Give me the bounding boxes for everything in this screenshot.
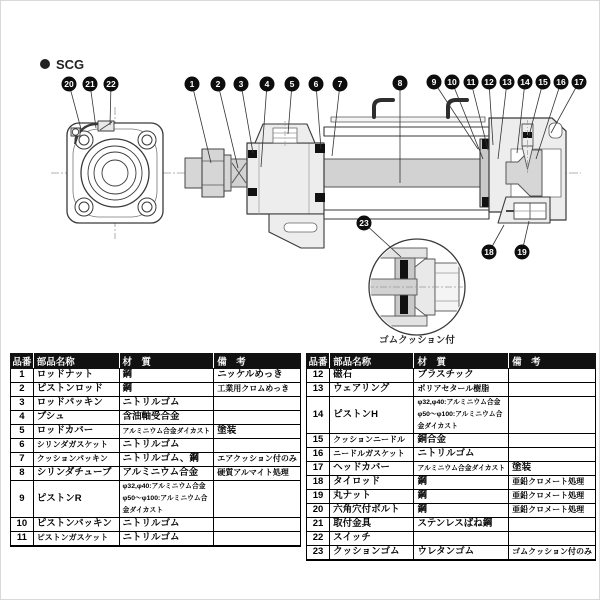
part-name-cell: スイッチ [330,532,414,546]
clamp-screw-head [72,129,78,135]
note-cell [214,481,301,518]
callout-number: 9 [431,77,437,87]
series-label [40,57,84,72]
callout-number: 19 [517,247,527,257]
callout-balloon [309,77,324,92]
material-cell: 鋼 [414,504,509,518]
callout-number: 18 [484,247,494,257]
callout-number: 5 [289,79,295,89]
callout-balloon [482,75,497,90]
callout-number: 21 [85,79,95,89]
callout-balloon [427,75,442,90]
part-name-cell: シリンダガスケット [33,439,119,453]
callout-number: 4 [264,79,270,89]
material-cell: φ32,φ40:アルミニウム合金 φ50〜φ100:アルミニウム合金ダイカスト [414,397,509,434]
foot-slot [284,223,317,232]
table-row [306,462,595,476]
part-name-cell: 磁石 [330,369,414,383]
callout-number: 16 [556,77,566,87]
callout-balloon [500,75,515,90]
material-cell: 鋼 [414,490,509,504]
cylinder-structure-diagram [1,1,599,351]
table-row [11,369,301,383]
table-row [306,546,595,561]
callout-balloon [285,77,300,92]
part-no-cell: 11 [11,532,34,547]
callout-number: 10 [447,77,457,87]
header-part-name: 部品名称 [33,354,119,369]
callout-number: 7 [337,79,343,89]
part-no-cell: 14 [306,397,329,434]
callout-balloon [536,75,551,90]
part-name-cell: ピストンロッド [33,383,119,397]
note-cell [214,439,301,453]
table-row [306,490,595,504]
callout-number: 11 [466,77,476,87]
material-cell: ニトリルゴム [414,448,509,462]
part-name-cell: ヘッドカバー [330,462,414,476]
note-cell [509,397,596,434]
callout-number: 12 [484,77,494,87]
table-row [11,439,301,453]
callout-balloon [62,77,77,92]
material-cell: ポリアセタール樹脂 [414,383,509,397]
part-name-cell: ブシュ [33,411,119,425]
part-no-cell: 21 [306,518,329,532]
part-no-cell: 6 [11,439,34,453]
rod-collar [224,155,231,191]
callout-balloon [260,77,275,92]
note-cell: エアクッション付のみ [214,453,301,467]
callout-leader [316,84,321,149]
note-cell [509,518,596,532]
part-name-cell: 丸ナット [330,490,414,504]
note-cell: 硬質アルマイト処理 [214,467,301,481]
table-row [306,476,595,490]
part-name-cell: シリンダチューブ [33,467,119,481]
material-cell: 銅合金 [414,434,509,448]
callout-balloon [104,77,119,92]
elbow-fitting-right [448,100,467,117]
header-part-name: 部品名称 [330,354,414,369]
rod-nut [202,149,224,197]
part-name-cell: タイロッド [330,476,414,490]
note-cell: ニッケルめっき [214,369,301,383]
note-cell: 亜鉛クロメート処理 [509,490,596,504]
callout-balloon [572,75,587,90]
rod-cover [247,143,324,214]
header-part-no: 品番 [306,354,329,369]
table-row [11,411,301,425]
material-cell: ニトリルゴム [119,518,214,532]
callout-balloon [83,77,98,92]
table-row [11,467,301,481]
callout-number: 3 [238,79,244,89]
part-name-cell: ピストンガスケット [33,532,119,547]
table-row [11,518,301,532]
part-name-cell: ピストンR [33,481,119,518]
part-no-cell: 17 [306,462,329,476]
material-cell: ステンレスばね鋼 [414,518,509,532]
part-no-cell: 2 [11,383,34,397]
callout-number: 6 [313,79,319,89]
header-note: 備 考 [214,354,301,369]
material-cell: ウレタンゴム [414,546,509,561]
part-name-cell: クッションニードル [330,434,414,448]
callout-number: 13 [502,77,512,87]
material-cell: ニトリルゴム [119,532,214,547]
bullet-icon [40,59,50,69]
table-row [11,425,301,439]
header-material: 材 質 [414,354,509,369]
part-name-cell: ピストンH [330,397,414,434]
part-no-cell: 9 [11,481,34,518]
table-row [306,434,595,448]
material-cell [414,532,509,546]
note-cell [509,383,596,397]
part-name-cell: ロッドナット [33,369,119,383]
part-no-cell: 20 [306,504,329,518]
detail-view [367,239,465,346]
callout-balloon [393,76,408,91]
part-name-cell: ウェアリング [330,383,414,397]
header-material: 材 質 [119,354,214,369]
callout-leader [364,223,401,257]
part-name-cell: ロッドパッキン [33,397,119,411]
callout-balloon [518,75,533,90]
part-no-cell: 7 [11,453,34,467]
table-row [11,383,301,397]
table-row [306,532,595,546]
note-cell [509,369,596,383]
series-label-text: SCG [56,57,85,72]
table-row [306,518,595,532]
callout-balloon [234,77,249,92]
note-cell [509,532,596,546]
table-header-row [11,354,301,369]
material-cell: ニトリルゴム [119,397,214,411]
callout-number: 20 [64,79,74,89]
header-part-no: 品番 [11,354,34,369]
header-note: 備 考 [509,354,596,369]
part-no-cell: 10 [11,518,34,532]
part-no-cell: 15 [306,434,329,448]
note-cell: 工業用クロムめっき [214,383,301,397]
callout-balloon [464,75,479,90]
callout-balloon [515,245,530,260]
part-no-cell: 1 [11,369,34,383]
part-no-cell: 13 [306,383,329,397]
table-row [11,453,301,467]
part-name-cell: ニードルガスケット [330,448,414,462]
note-cell: 塗装 [214,425,301,439]
callout-number: 2 [215,79,221,89]
part-name-cell: 六角穴付ボルト [330,504,414,518]
callout-balloon [211,77,226,92]
parts-table-left [10,353,301,547]
callout-number: 23 [359,218,369,228]
material-cell: アルミニウム合金 [119,467,214,481]
part-no-cell: 8 [11,467,34,481]
callout-balloon [357,216,372,231]
part-name-cell: ロッドカバー [33,425,119,439]
parts-table-right [306,353,596,561]
detail-caption: ゴムクッション付 [379,335,455,346]
part-no-cell: 18 [306,476,329,490]
table-row [306,504,595,518]
material-cell: アルミニウム合金ダイカスト [119,425,214,439]
material-cell: 鋼 [119,383,214,397]
material-cell: ニトリルゴム、鋼 [119,453,214,467]
part-no-cell: 23 [306,546,329,561]
callout-number: 17 [574,77,584,87]
switch-rail [331,117,485,122]
callout-balloon [482,245,497,260]
part-no-cell: 3 [11,397,34,411]
table-row [306,369,595,383]
note-cell [509,448,596,462]
note-cell [214,411,301,425]
callout-number: 14 [520,77,530,87]
callout-number: 1 [189,79,195,89]
table-row [11,397,301,411]
note-cell [214,397,301,411]
rod-tip [185,158,202,188]
material-cell: アルミニウム合金ダイカスト [414,462,509,476]
note-cell: 亜鉛クロメート処理 [509,504,596,518]
part-no-cell: 4 [11,411,34,425]
part-no-cell: 16 [306,448,329,462]
callout-number: 8 [397,78,403,88]
material-cell: φ32,φ40:アルミニウム合金 φ50〜φ100:アルミニウム合金ダイカスト [119,481,214,518]
callout-balloon [445,75,460,90]
callout-balloon [333,77,348,92]
table-row [306,383,595,397]
part-name-cell: クッションパッキン [33,453,119,467]
note-cell [509,434,596,448]
part-no-cell: 12 [306,369,329,383]
material-cell: 鋼 [414,476,509,490]
note-cell [214,532,301,547]
callout-balloon [554,75,569,90]
elbow-fitting-left [374,100,393,117]
note-cell: 亜鉛クロメート処理 [509,476,596,490]
front-view [51,107,179,239]
note-cell: ゴムクッション付のみ [509,546,596,561]
tube-wall-bottom [324,210,489,219]
part-no-cell: 22 [306,532,329,546]
parts-tables [10,353,596,561]
part-name-cell: クッションゴム [330,546,414,561]
note-cell: 塗装 [509,462,596,476]
material-cell: 鋼 [119,369,214,383]
note-cell [214,518,301,532]
callout-leader [551,82,579,133]
material-cell: ニトリルゴム [119,439,214,453]
part-no-cell: 5 [11,425,34,439]
callout-balloon [185,77,200,92]
table-row [306,448,595,462]
callout-number: 15 [538,77,548,87]
material-cell: プラスチック [414,369,509,383]
table-row [306,397,595,434]
part-no-cell: 19 [306,490,329,504]
table-row [11,532,301,547]
table-header-row [306,354,595,369]
material-cell: 含油軸受合金 [119,411,214,425]
part-name-cell: 取付金具 [330,518,414,532]
callout-number: 22 [106,79,116,89]
table-row [11,481,301,518]
part-name-cell: ピストンパッキン [33,518,119,532]
